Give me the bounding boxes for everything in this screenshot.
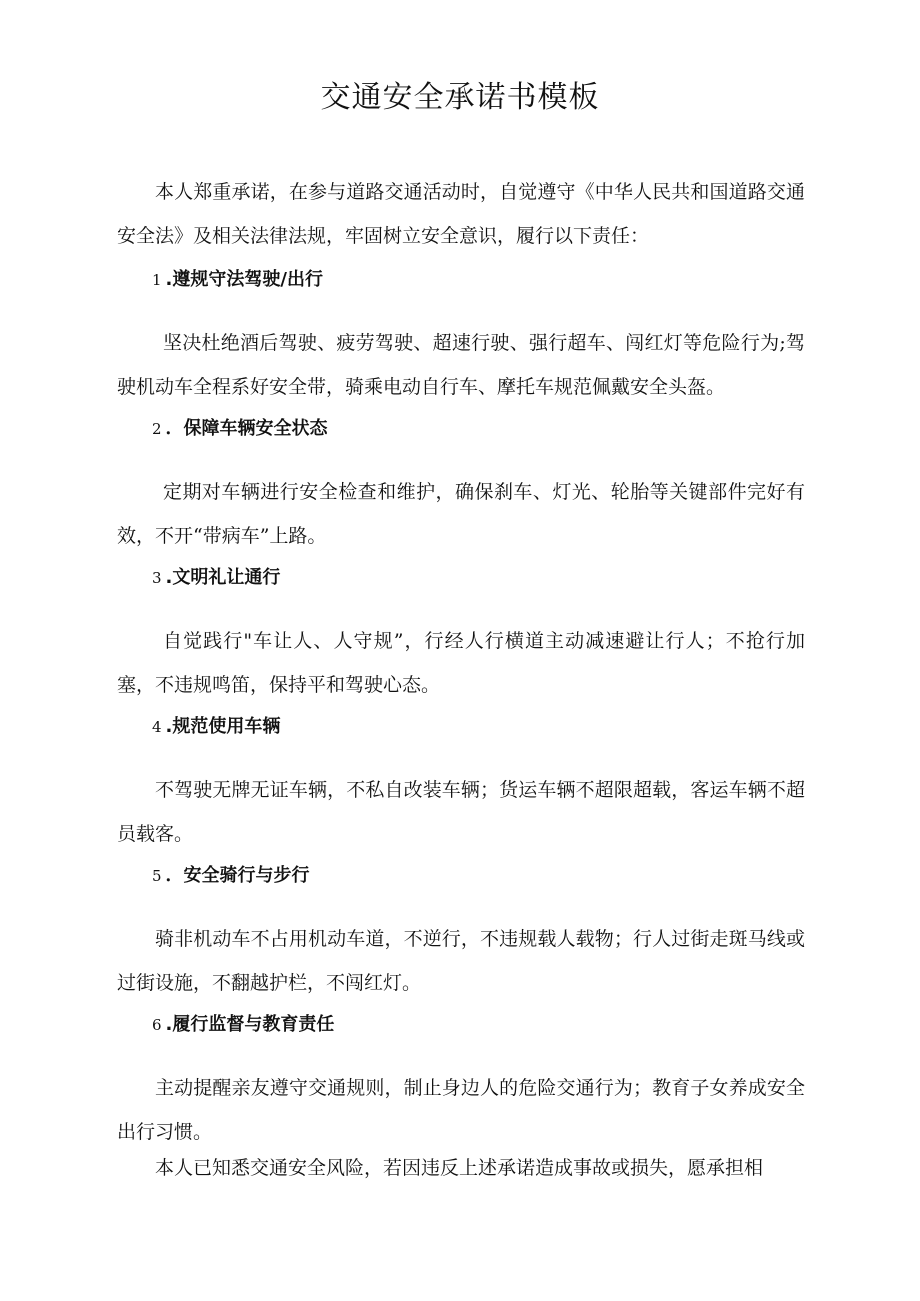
section-number: 5 xyxy=(152,867,162,885)
section-heading-1 xyxy=(152,267,323,293)
document-title: 交通安全承诺书模板 xyxy=(320,80,600,115)
section-heading-5 xyxy=(152,863,310,889)
section-body-3: 自觉践行"车让人、人守规”，行经人行横道主动减速避让行人；不抢行加塞，不违规鸣笛，保持平和驾驶心态。 xyxy=(117,630,805,696)
section-number: 6 xyxy=(152,1016,162,1034)
section-number: 2 xyxy=(152,420,162,438)
section-body-6: 主动提醒亲友遵守交通规则，制止身边人的危险交通行为；教育子女养成安全出行习惯。 xyxy=(117,1077,805,1143)
section-body-2: 定期对车辆进行安全检查和维护，确保刹车、灯光、轮胎等关键部件完好有效，不开“带病车”上路。 xyxy=(117,481,805,547)
section-heading-text: .遵规守法驾驶/出行 xyxy=(165,269,323,290)
section-heading-text: .规范使用车辆 xyxy=(165,716,281,737)
section-body-1: 坚决杜绝酒后驾驶、疲劳驾驶、超速行驶、强行超车、闯红灯等危险行为;驾驶机动车全程系好安全带，骑乘电动自行车、摩托车规范佩戴安全头盔。 xyxy=(117,332,805,398)
section-heading-text: ．保障车辆安全状态 xyxy=(165,418,328,439)
section-body-5: 骑非机动车不占用机动车道，不逆行，不违规载人载物；行人过街走斑马线或过街设施，不翻越护栏，不闯红灯。 xyxy=(117,928,805,994)
section-heading-3 xyxy=(152,565,280,591)
section-heading-text: ．安全骑行与步行 xyxy=(165,865,310,886)
section-number: 1 xyxy=(152,271,162,289)
section-number: 4 xyxy=(152,718,162,736)
section-body-4: 不驾驶无牌无证车辆，不私自改装车辆；货运车辆不超限超载，客运车辆不超员载客。 xyxy=(117,779,805,845)
closing-paragraph: 本人已知悉交通安全风险，若因违反上述承诺造成事故或损失，愿承担相 xyxy=(155,1157,764,1179)
section-heading-text: .履行监督与教育责任 xyxy=(165,1014,335,1035)
section-heading-text: .文明礼让通行 xyxy=(165,567,281,588)
section-heading-2 xyxy=(152,416,328,442)
section-heading-4 xyxy=(152,714,280,740)
intro-paragraph: 本人郑重承诺，在参与道路交通活动时，自觉遵守《中华人民共和国道路交通安全法》及相关法律法规，牢固树立安全意识，履行以下责任： xyxy=(117,181,805,247)
section-number: 3 xyxy=(152,569,162,587)
section-heading-6 xyxy=(152,1012,334,1038)
